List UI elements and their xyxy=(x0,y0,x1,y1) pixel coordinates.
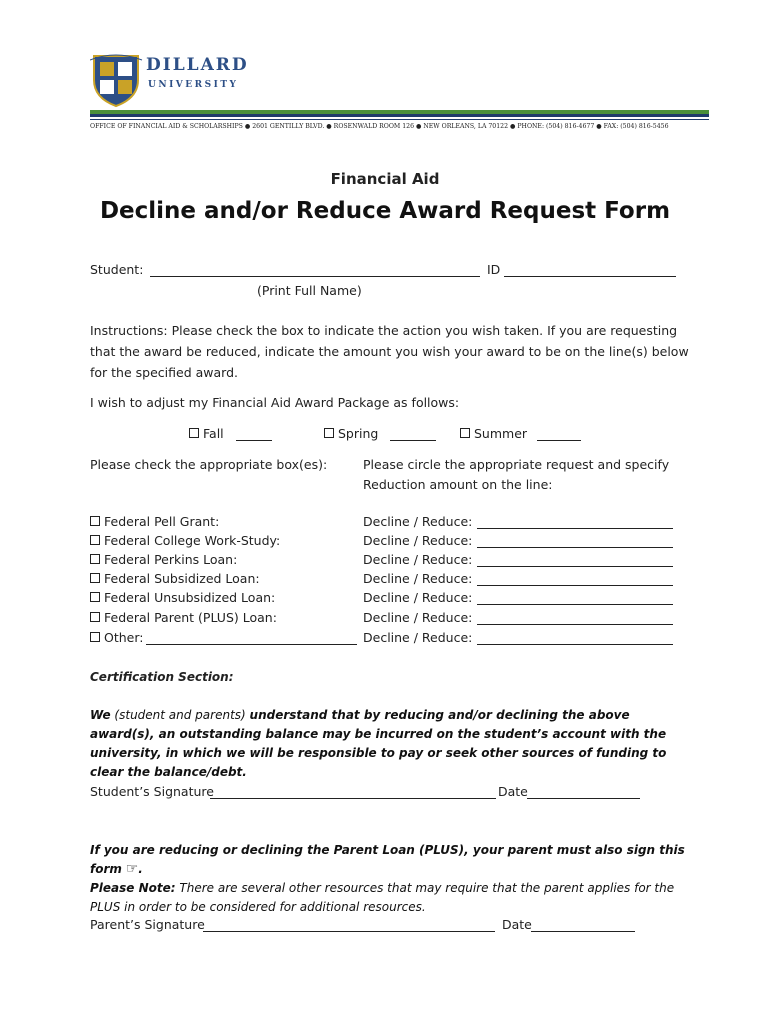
award-row-work-study[interactable] xyxy=(90,533,280,548)
print-name-hint: (Print Full Name) xyxy=(257,283,362,298)
award-action: Decline / Reduce: xyxy=(363,514,473,529)
reduction-amount-line[interactable] xyxy=(477,528,673,529)
parent-date-line[interactable] xyxy=(531,931,635,932)
student-signature-line[interactable] xyxy=(210,798,496,799)
term-fall[interactable] xyxy=(189,426,224,441)
reduction-amount-line[interactable] xyxy=(477,566,673,567)
student-date-line[interactable] xyxy=(527,798,640,799)
student-date-label: Date xyxy=(498,784,528,799)
term-summer[interactable] xyxy=(460,426,527,441)
award-label: Federal Pell Grant: xyxy=(104,514,220,529)
parent-signature-line[interactable] xyxy=(203,931,495,932)
award-checkbox[interactable] xyxy=(90,573,100,583)
award-checkbox[interactable] xyxy=(90,632,100,642)
award-action: Decline / Reduce: xyxy=(363,590,473,605)
instructions-text: Instructions: Please check the box to indicate the action you wish taken. If you are requesting that the award be reduced, indicate the amount you wish your award to be on the line(s) below for the specified award. xyxy=(90,323,689,380)
award-action: Decline / Reduce: xyxy=(363,571,473,586)
adjust-text: I wish to adjust my Financial Aid Award Package as follows: xyxy=(90,395,460,410)
award-row-perkins[interactable] xyxy=(90,552,237,567)
award-label: Federal Subsidized Loan: xyxy=(104,571,260,586)
award-checkbox[interactable] xyxy=(90,612,100,622)
office-address: OFFICE OF FINANCIAL AID & SCHOLARSHIPS ● 2601 GENTILLY BLVD. ● ROSENWALD ROOM 126 ● NEW ORLEANS, LA 70122 ● PHONE: (504) 816-4677 ● FAX: (504) 816-5456 xyxy=(90,123,669,130)
circle-heading-line1: Please circle the appropriate request and specify xyxy=(363,457,670,472)
certification-statement xyxy=(90,706,690,782)
term-spring-label: Spring xyxy=(338,426,379,441)
cert-parenthetical: (student and parents) xyxy=(110,708,250,722)
brand-name: DILLARD xyxy=(146,55,249,75)
reduction-amount-line[interactable] xyxy=(477,604,673,605)
award-action: Decline / Reduce: xyxy=(363,552,473,567)
reduction-amount-line[interactable] xyxy=(477,547,673,548)
certification-heading: Certification Section: xyxy=(90,670,234,684)
award-checkbox[interactable] xyxy=(90,535,100,545)
pointing-hand-icon: ☞ xyxy=(125,861,139,877)
award-checkbox[interactable] xyxy=(90,554,100,564)
award-row-subsidized[interactable] xyxy=(90,571,260,586)
award-row-plus[interactable] xyxy=(90,610,277,625)
plus-note-text: If you are reducing or declining the Parent Loan (PLUS), your parent must also sign this form xyxy=(90,843,685,876)
term-spring[interactable] xyxy=(324,426,378,441)
award-label: Federal Unsubsidized Loan: xyxy=(104,590,276,605)
award-label: Other: xyxy=(104,630,144,645)
award-row-unsubsidized[interactable] xyxy=(90,590,275,605)
id-label: ID xyxy=(487,262,501,277)
brand-subtitle: UNIVERSITY xyxy=(148,80,239,90)
department-label: Financial Aid xyxy=(330,170,440,188)
award-label: Federal Parent (PLUS) Loan: xyxy=(104,610,277,625)
award-checkbox[interactable] xyxy=(90,592,100,602)
award-row-other[interactable] xyxy=(90,630,143,645)
spring-amount-line[interactable] xyxy=(390,440,436,441)
term-fall-label: Fall xyxy=(203,426,224,441)
form-title: Decline and/or Reduce Award Request Form xyxy=(99,198,671,224)
award-checkbox[interactable] xyxy=(90,516,100,526)
check-boxes-heading: Please check the appropriate box(es): xyxy=(90,457,328,472)
award-action: Decline / Reduce: xyxy=(363,533,473,548)
award-row-pell[interactable] xyxy=(90,514,219,529)
parent-signature-label: Parent’s Signature xyxy=(90,917,205,932)
cert-we: We xyxy=(90,708,111,722)
term-summer-label: Summer xyxy=(474,426,528,441)
reduction-amount-line[interactable] xyxy=(477,644,673,645)
spring-checkbox[interactable] xyxy=(324,428,334,438)
circle-heading-line2: Reduction amount on the line: xyxy=(363,477,553,492)
student-name-line[interactable] xyxy=(150,276,480,277)
summer-checkbox[interactable] xyxy=(460,428,470,438)
student-label: Student: xyxy=(90,262,144,277)
header-thin-rule xyxy=(90,119,709,120)
fall-amount-line[interactable] xyxy=(236,440,272,441)
reduction-amount-line[interactable] xyxy=(477,585,673,586)
cert-statement: understand that by reducing and/or declining the above award(s), an outstanding balance may be incurred on the student’s account with the university, in which we will be responsible to pay or seek other sources of funding to clear the balance/debt. xyxy=(90,708,667,779)
award-label: Federal Perkins Loan: xyxy=(104,552,238,567)
other-award-line[interactable] xyxy=(146,644,357,645)
fall-checkbox[interactable] xyxy=(189,428,199,438)
student-id-line[interactable] xyxy=(504,276,676,277)
please-note-text: There are several other resources that may require that the parent applies for the PLUS in order to be considered for additional resources. xyxy=(90,881,675,914)
plus-note: If you are reducing or declining the Parent Loan (PLUS), your parent must also sign this form ☞. Please Note: There are several other resources that may require that the parent applies for the PLUS in order to be considered for additional resources. xyxy=(90,843,685,914)
parent-date-label: Date xyxy=(502,917,532,932)
award-action: Decline / Reduce: xyxy=(363,610,473,625)
student-signature-label: Student’s Signature xyxy=(90,784,214,799)
award-label: Federal College Work-Study: xyxy=(104,533,281,548)
reduction-amount-line[interactable] xyxy=(477,624,673,625)
summer-amount-line[interactable] xyxy=(537,440,581,441)
header-navy-bar xyxy=(90,114,709,117)
award-action: Decline / Reduce: xyxy=(363,630,473,645)
please-note-label: Please Note: xyxy=(90,881,176,895)
